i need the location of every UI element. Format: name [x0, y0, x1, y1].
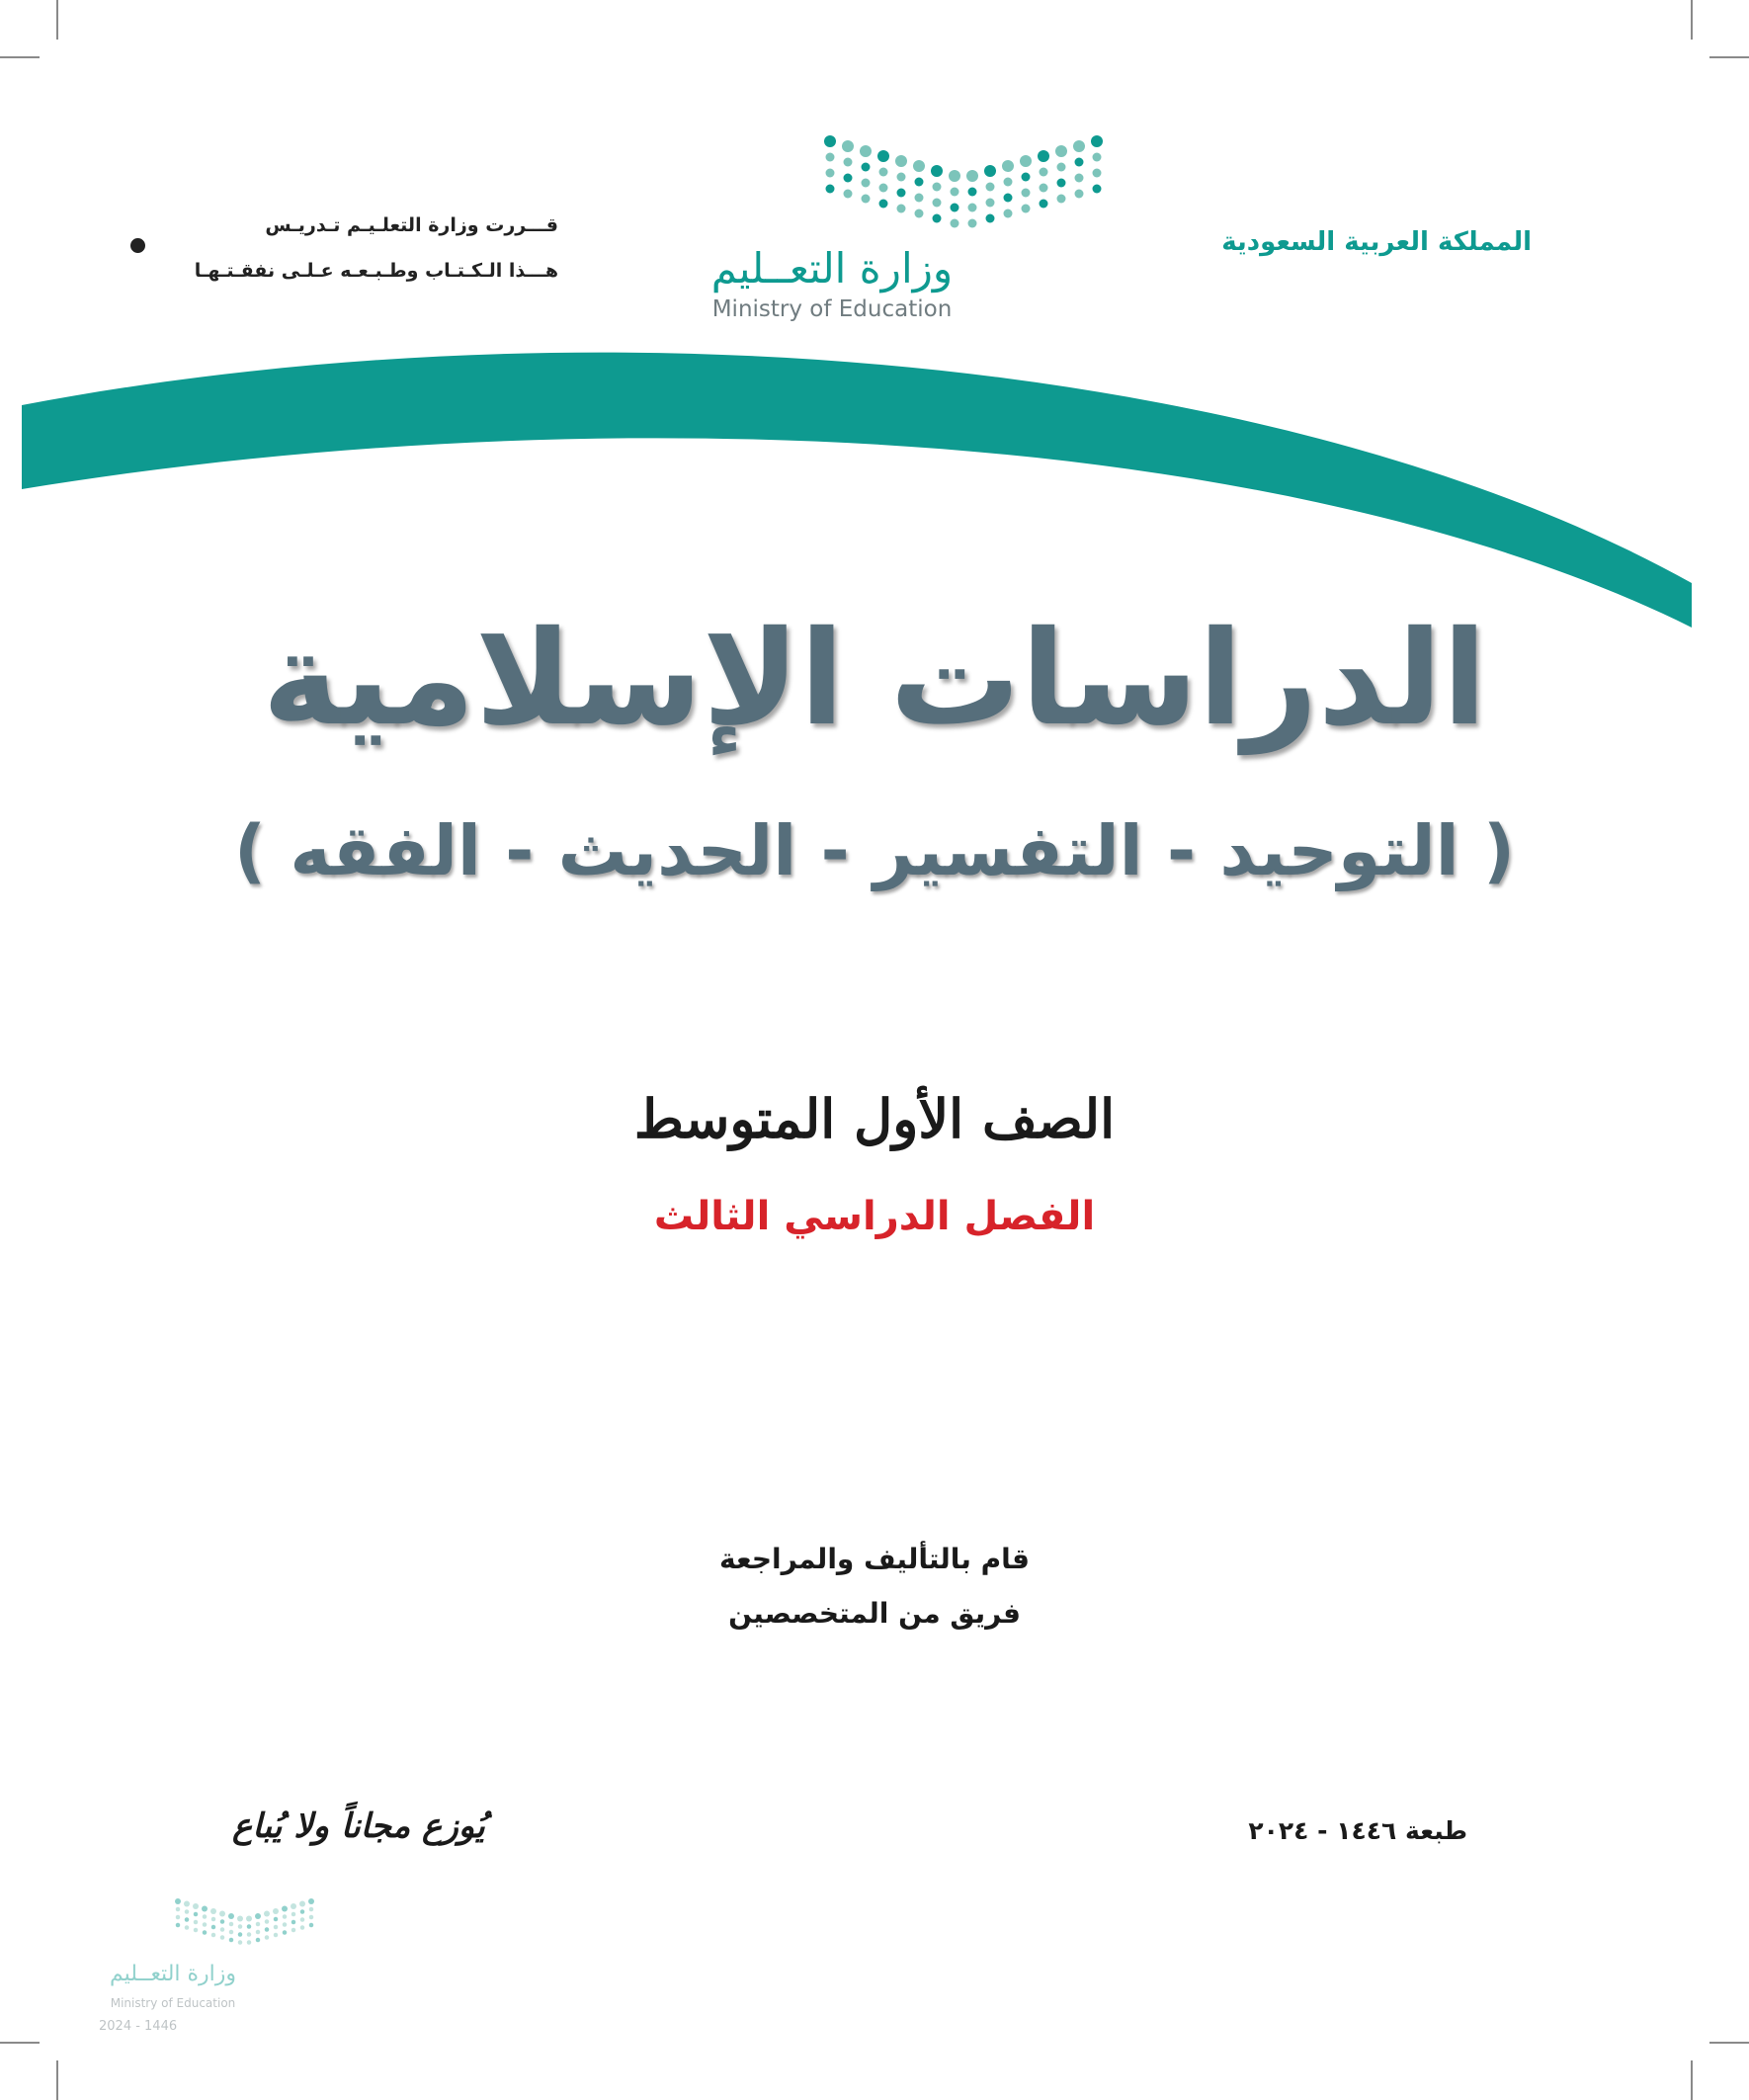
logo-dot: [283, 1922, 288, 1927]
logo-dot: [951, 188, 959, 197]
ministry-logo: [692, 133, 1087, 331]
logo-dot: [220, 1919, 225, 1924]
logo-dot: [308, 1898, 314, 1904]
logo-dot: [265, 1919, 270, 1924]
logo-dot: [862, 179, 871, 188]
logo-dot: [264, 1911, 270, 1917]
free-distribution-label: يُوزع مجاناً ولا يُباع: [232, 1806, 485, 1846]
logo-dot: [309, 1907, 314, 1912]
logo-dot: [986, 183, 995, 192]
logo-dot: [842, 140, 854, 152]
ministry-watermark: [94, 1897, 331, 2046]
logo-dot: [1093, 185, 1102, 194]
logo-dot: [265, 1935, 270, 1940]
logo-dot: [933, 199, 942, 208]
watermark-year: 2024 - 1446: [99, 2019, 178, 2034]
logo-dot: [1075, 174, 1084, 183]
logo-dot: [210, 1908, 216, 1914]
logo-dot: [203, 1930, 208, 1935]
ministry-logo-english: Ministry of Education: [711, 296, 953, 322]
logo-dot: [229, 1930, 234, 1935]
logo-dot: [949, 170, 960, 182]
logo-dot: [1040, 168, 1048, 177]
logo-dot: [1040, 184, 1048, 193]
logo-dot: [844, 190, 853, 199]
crop-mark: [1709, 56, 1749, 58]
logo-dot: [826, 153, 835, 162]
approval-line-1: قـــررت وزارة التعلـيـم تـدريـس: [265, 214, 558, 236]
logo-dot: [247, 1940, 252, 1945]
logo-dot: [211, 1933, 216, 1938]
logo-dot: [274, 1925, 279, 1930]
logo-dot: [256, 1938, 261, 1943]
logo-dot: [247, 1932, 252, 1937]
logo-dot: [292, 1920, 296, 1925]
logo-dot: [1022, 189, 1031, 198]
logo-dot: [826, 185, 835, 194]
logo-dot: [274, 1917, 279, 1922]
crop-mark: [0, 2042, 40, 2044]
logo-dot: [879, 184, 888, 193]
watermark-dots-icon: [173, 1897, 316, 1947]
grade-level: الصف الأول المتوسط: [633, 1087, 1116, 1150]
semester-label: الفصل الدراسي الثالث: [653, 1194, 1096, 1239]
logo-dot: [1002, 160, 1014, 172]
authors-line-2: فريق من المتخصصين: [728, 1597, 1021, 1630]
logo-dot: [826, 169, 835, 178]
logo-dot: [176, 1923, 181, 1928]
logo-dot: [211, 1917, 216, 1922]
logo-dot: [274, 1933, 279, 1938]
logo-dot: [220, 1927, 225, 1932]
logo-dot: [203, 1922, 208, 1927]
logo-dot: [203, 1914, 208, 1919]
logo-dot: [1038, 150, 1049, 162]
edition-label: طبعة ١٤٤٦ - ٢٠٢٤: [1248, 1816, 1467, 1845]
logo-dot: [193, 1903, 199, 1909]
logo-dot: [283, 1930, 288, 1935]
crop-mark: [56, 0, 58, 40]
logo-dot: [292, 1928, 296, 1933]
logo-dot: [844, 174, 853, 183]
logo-dot: [931, 165, 943, 177]
logo-dot: [300, 1925, 305, 1930]
logo-dot: [986, 214, 995, 223]
logo-dot: [1073, 140, 1085, 152]
logo-dot: [897, 205, 906, 213]
logo-dot: [933, 183, 942, 192]
logo-dot: [1057, 195, 1066, 204]
logo-dot: [877, 150, 889, 162]
logo-dot: [185, 1925, 190, 1930]
logo-dot: [966, 170, 978, 182]
logo-dot: [933, 214, 942, 223]
logo-dot: [968, 204, 977, 212]
ministry-dots-icon: [820, 133, 1107, 232]
logo-dot: [1004, 210, 1013, 218]
logo-dot: [202, 1906, 208, 1912]
logo-dot: [915, 194, 924, 203]
logo-dot: [219, 1911, 225, 1917]
logo-dot: [1057, 163, 1066, 172]
ministry-logo-arabic: وزارة التعــليم: [710, 244, 954, 293]
logo-dot: [175, 1898, 181, 1904]
logo-dot: [897, 189, 906, 198]
logo-dot: [1091, 135, 1103, 147]
logo-dot: [844, 158, 853, 167]
logo-dot: [185, 1909, 190, 1914]
crop-mark: [56, 2060, 58, 2100]
logo-dot: [986, 199, 995, 208]
logo-dot: [1075, 190, 1084, 199]
logo-dot: [915, 210, 924, 218]
logo-dot: [1040, 200, 1048, 209]
crop-mark: [1691, 2060, 1693, 2100]
logo-dot: [176, 1915, 181, 1920]
logo-dot: [238, 1924, 243, 1929]
logo-dot: [237, 1916, 243, 1922]
logo-dot: [283, 1914, 288, 1919]
crop-mark: [1709, 2042, 1749, 2044]
logo-dot: [968, 219, 977, 228]
logo-dot: [273, 1908, 279, 1914]
logo-dot: [299, 1901, 305, 1907]
logo-dot: [246, 1916, 252, 1922]
logo-dot: [229, 1922, 234, 1927]
kingdom-label: المملكة العربية السعودية: [1221, 227, 1532, 257]
logo-dot: [1055, 145, 1067, 157]
bullet-icon: [130, 238, 145, 253]
logo-dot: [1057, 179, 1066, 188]
logo-dot: [897, 173, 906, 182]
logo-dot: [194, 1928, 199, 1933]
logo-dot: [860, 145, 872, 157]
logo-dot: [176, 1907, 181, 1912]
logo-dot: [951, 219, 959, 228]
logo-dot: [300, 1909, 305, 1914]
logo-dot: [194, 1920, 199, 1925]
logo-dot: [984, 165, 996, 177]
logo-dot: [1022, 205, 1031, 213]
logo-dot: [194, 1912, 199, 1917]
book-title: الدراسات الإسلامية: [262, 603, 1487, 755]
logo-dot: [228, 1913, 234, 1919]
logo-dot: [1004, 194, 1013, 203]
approval-line-2: هـــذا الـكـتـاب وطـبـعـه عـلـى نفقـتـهـا: [194, 260, 558, 282]
logo-dot: [309, 1915, 314, 1920]
logo-dot: [291, 1903, 296, 1909]
logo-dot: [229, 1938, 234, 1943]
logo-dot: [211, 1925, 216, 1930]
logo-dot: [256, 1922, 261, 1927]
logo-dot: [824, 135, 836, 147]
logo-dot: [185, 1917, 190, 1922]
logo-dot: [300, 1917, 305, 1922]
authors-block: [0, 1532, 1749, 1640]
crop-mark: [0, 56, 40, 58]
approval-statement: [153, 203, 558, 294]
book-subtitle: ( التوحيد - التفسير - الحديث - الفقه ): [234, 810, 1515, 891]
authors-line-1: قام بالتأليف والمراجعة: [719, 1543, 1030, 1575]
logo-dot: [1022, 173, 1031, 182]
logo-dot: [1093, 169, 1102, 178]
logo-dot: [309, 1923, 314, 1928]
watermark-english: Ministry of Education: [110, 1996, 236, 2010]
logo-dot: [238, 1932, 243, 1937]
logo-dot: [862, 163, 871, 172]
crop-mark: [1691, 0, 1693, 40]
logo-dot: [951, 204, 959, 212]
logo-dot: [913, 160, 925, 172]
logo-dot: [879, 168, 888, 177]
logo-dot: [238, 1940, 243, 1945]
logo-dot: [220, 1935, 225, 1940]
logo-dot: [968, 188, 977, 197]
logo-dot: [915, 178, 924, 187]
logo-dot: [256, 1930, 261, 1935]
logo-dot: [184, 1901, 190, 1907]
logo-dot: [1093, 153, 1102, 162]
logo-dot: [1004, 178, 1013, 187]
logo-dot: [1075, 158, 1084, 167]
logo-dot: [255, 1913, 261, 1919]
logo-dot: [862, 195, 871, 204]
logo-dot: [282, 1906, 288, 1912]
logo-dot: [247, 1924, 252, 1929]
logo-dot: [1020, 155, 1032, 167]
logo-dot: [265, 1927, 270, 1932]
logo-dot: [292, 1912, 296, 1917]
logo-dot: [879, 200, 888, 209]
watermark-arabic: وزارة التعــليم: [109, 1962, 237, 1986]
logo-dot: [895, 155, 907, 167]
